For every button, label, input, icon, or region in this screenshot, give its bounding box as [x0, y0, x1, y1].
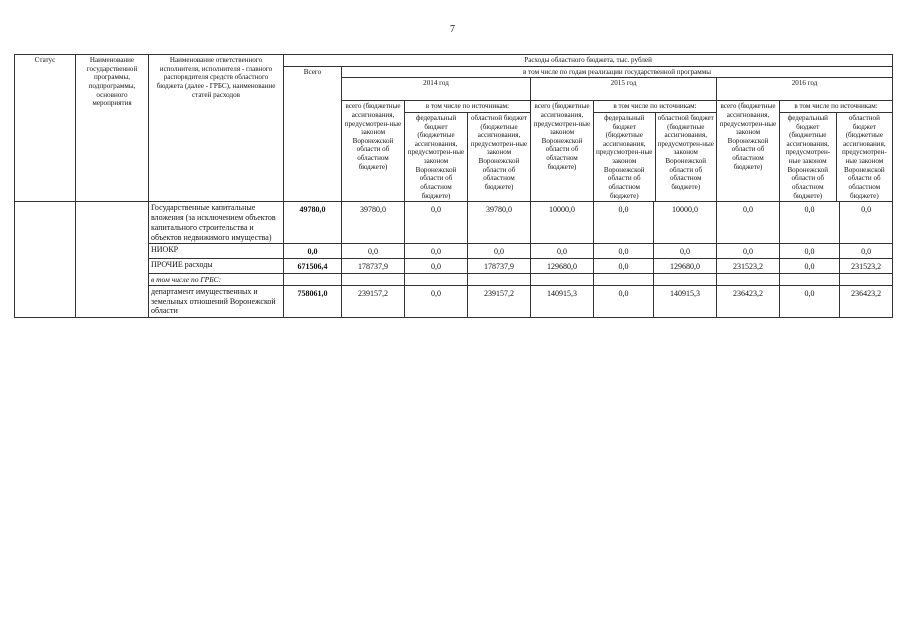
- executor-header: Наименование ответственного исполнителя, исполнителя - главного распорядителя средств областного бюджета (далее - ГРБС), наименование статей расходов: [149, 55, 284, 202]
- value-cell: 0,0: [405, 285, 468, 317]
- row-label: Государственные капитальные вложения (за исключением объектов капитального строительства и объектов недвижимого имущества): [149, 202, 284, 244]
- value-cell: 10000,0: [654, 202, 717, 244]
- value-cell: 0,0: [654, 244, 717, 259]
- year-total-2016-header: всего (бюджетные ассигнования, предусмотрен-ные законом Воронежской области об областном бюджете): [717, 101, 780, 202]
- value-cell: 0,0: [780, 259, 840, 274]
- value-cell: 129680,0: [531, 259, 594, 274]
- value-cell: 0,0: [405, 202, 468, 244]
- sources-2014-block: [405, 101, 531, 202]
- value-cell: 236423,2: [717, 285, 780, 317]
- value-cell: 231523,2: [840, 259, 893, 274]
- total-header: Всего: [284, 66, 342, 202]
- value-cell: 140915,3: [654, 285, 717, 317]
- by-sources-2014: в том числе по источникам:: [405, 101, 530, 112]
- value-cell: 0,0: [405, 259, 468, 274]
- program-name-cell: [76, 202, 149, 318]
- status-cell: [15, 202, 76, 318]
- value-cell: 129680,0: [654, 259, 717, 274]
- by-sources-2016: в том числе по источникам:: [780, 101, 892, 112]
- budget-table: [14, 54, 893, 318]
- row-label: ПРОЧИЕ расходы: [149, 259, 284, 274]
- row-label: департамент имущественных и земельных отношений Воронежской области: [149, 285, 284, 317]
- row-label: в том числе по ГРБС:: [149, 273, 284, 285]
- sources-2015-block: [594, 101, 717, 202]
- value-cell: 0,0: [468, 244, 531, 259]
- value-cell: 239157,2: [342, 285, 405, 317]
- value-cell: 0,0: [405, 244, 468, 259]
- regional-2014-header: областной бюджет (бюджетные ассигнования, предусмотрен-ные законом Воронежской области об областном бюджете): [470, 113, 528, 192]
- value-cell: 0,0: [780, 285, 840, 317]
- value-cell: 239157,2: [468, 285, 531, 317]
- year-2015-header: 2015 год: [531, 78, 717, 101]
- federal-2015-header: федеральный бюджет (бюджетные ассигнования, предусмотрен-ные законом Воронежской области об областном бюджете): [594, 112, 655, 201]
- value-cell: 0,0: [594, 244, 654, 259]
- value-cell: 140915,3: [531, 285, 594, 317]
- value-cell: 10000,0: [531, 202, 594, 244]
- status-header: Статус: [15, 55, 76, 202]
- empty-cell: [284, 273, 342, 285]
- value-cell: 0,0: [717, 244, 780, 259]
- value-cell: 0,0: [594, 202, 654, 244]
- program-name-header: Наименование государственной программы, подпрограммы, основного мероприятия: [76, 55, 149, 202]
- value-cell: 0,0: [840, 244, 893, 259]
- value-cell: 39780,0: [468, 202, 531, 244]
- regional-2015-header: областной бюджет (бюджетные ассигнования, предусмотрен-ные законом Воронежской области об областном бюджете): [657, 113, 714, 192]
- empty-cell: [342, 273, 405, 285]
- value-cell: 231523,2: [717, 259, 780, 274]
- row-total: 49780,0: [284, 202, 342, 244]
- value-cell: 236423,2: [840, 285, 893, 317]
- expenses-header: Расходы областного бюджета, тыс. рублей: [284, 55, 893, 67]
- year-2014-header: 2014 год: [342, 78, 531, 101]
- value-cell: 0,0: [531, 244, 594, 259]
- empty-cell: [531, 273, 594, 285]
- value-cell: 178737,9: [468, 259, 531, 274]
- empty-cell: [780, 273, 840, 285]
- row-label: НИОКР: [149, 244, 284, 259]
- value-cell: 178737,9: [342, 259, 405, 274]
- row-total: 671506,4: [284, 259, 342, 274]
- value-cell: 0,0: [594, 259, 654, 274]
- empty-cell: [654, 273, 717, 285]
- empty-cell: [840, 273, 893, 285]
- page-number: 7: [450, 24, 455, 35]
- value-cell: 39780,0: [342, 202, 405, 244]
- year-total-2014-header: всего (бюджетные ассигнования, предусмотрен-ные законом Воронежской области об областном бюджете): [342, 101, 405, 202]
- value-cell: 0,0: [840, 202, 893, 244]
- year-2016-header: 2016 год: [717, 78, 893, 101]
- empty-cell: [717, 273, 780, 285]
- value-cell: 0,0: [342, 244, 405, 259]
- value-cell: 0,0: [717, 202, 780, 244]
- empty-cell: [405, 273, 468, 285]
- row-total: 758061,0: [284, 285, 342, 317]
- sources-2016-block: [780, 101, 893, 202]
- empty-cell: [468, 273, 531, 285]
- federal-2016-header: федеральный бюджет (бюджетные ассигнования, предусмотрен-ные законом Воронежской области об областном бюджете): [780, 112, 836, 201]
- federal-2014-header: федеральный бюджет (бюджетные ассигнования, предусмотрен-ные законом Воронежской области об областном бюджете): [405, 112, 468, 201]
- header-row-1: [15, 55, 893, 67]
- empty-cell: [594, 273, 654, 285]
- row-total: 0,0: [284, 244, 342, 259]
- year-total-2015-header: всего (бюджетные ассигнования, предусмотрен-ные законом Воронежской области об областном бюджете): [531, 101, 594, 202]
- by-years-header: в том числе по годам реализации государственной программы: [342, 66, 893, 78]
- value-cell: 0,0: [780, 202, 840, 244]
- regional-2016-header: областной бюджет (бюджетные ассигнования, предусмотрен-ные законом Воронежской области об областном бюджете): [842, 113, 887, 200]
- by-sources-2015: в том числе по источникам:: [594, 101, 716, 112]
- table-row: [15, 202, 893, 244]
- value-cell: 0,0: [594, 285, 654, 317]
- value-cell: 0,0: [780, 244, 840, 259]
